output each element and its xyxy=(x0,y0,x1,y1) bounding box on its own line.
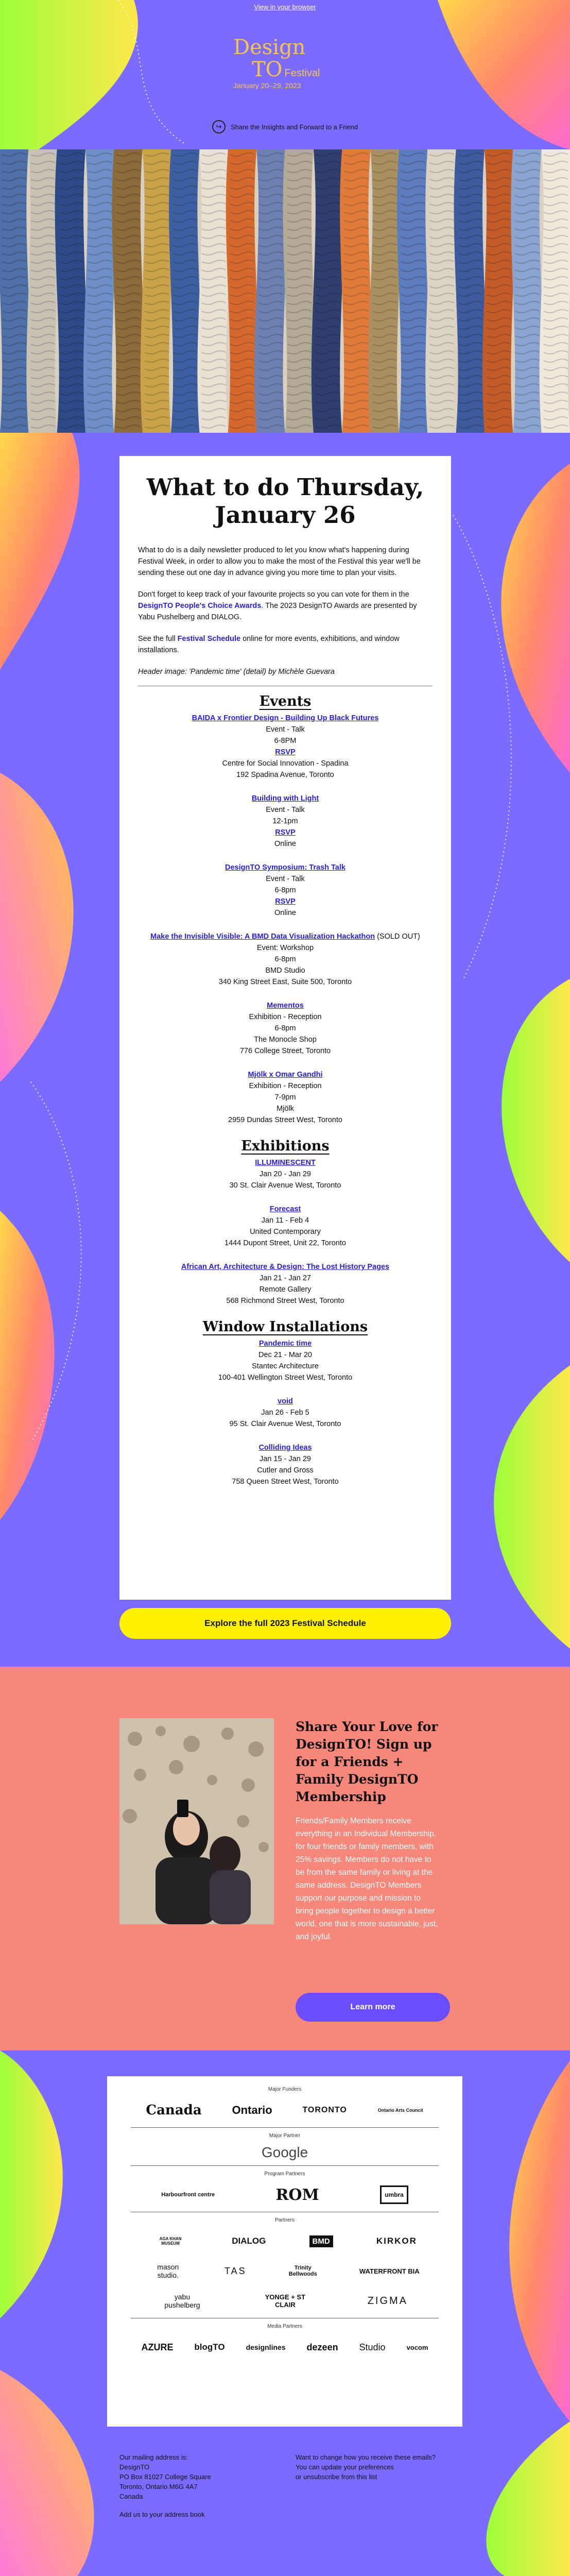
event-item-title-link[interactable]: Mjölk x Omar Gandhi xyxy=(248,1071,323,1079)
unsubscribe-pre-text: or xyxy=(296,2473,304,2481)
program-partners-label: Program Partners xyxy=(264,2171,305,2177)
window-item-detail: Jan 26 - Feb 5 xyxy=(261,1409,309,1417)
sponsor-logo[interactable]: mason studio. xyxy=(157,2263,179,2279)
festival-schedule-link[interactable]: Festival Schedule xyxy=(177,635,241,643)
hero-strand xyxy=(340,149,372,433)
header-image-pandemic-time xyxy=(0,149,570,433)
hero-strand xyxy=(540,149,570,433)
exhibition-item-detail: 30 St. Clair Avenue West, Toronto xyxy=(229,1181,341,1190)
learn-more-button[interactable]: Learn more xyxy=(296,1993,450,2022)
major-partner-label: Major Partner xyxy=(269,2133,301,2139)
rsvp-link[interactable]: RSVP xyxy=(275,828,296,837)
footer-address xyxy=(119,2452,264,2519)
exhibition-item-detail: Jan 11 - Feb 4 xyxy=(261,1216,309,1225)
event-item-detail: 340 King Street East, Suite 500, Toronto xyxy=(218,978,352,986)
sponsors-panel xyxy=(107,2076,462,2427)
windows-list xyxy=(138,1338,433,1487)
sponsor-logo[interactable]: ROM xyxy=(275,2185,319,2204)
hero-strand xyxy=(112,149,144,433)
sponsor-logo[interactable]: Studio xyxy=(359,2342,386,2352)
window-item-title-link[interactable]: void xyxy=(278,1397,293,1405)
rsvp-link[interactable]: RSVP xyxy=(275,897,296,906)
event-item-title-link[interactable]: Mementos xyxy=(267,1002,304,1010)
sponsor-logo[interactable]: designlines xyxy=(246,2343,286,2351)
mailing-label: Our mailing address is: xyxy=(119,2453,188,2461)
sponsor-logo[interactable]: blogTO xyxy=(194,2342,225,2352)
sponsor-logo[interactable]: Ontario xyxy=(232,2104,272,2116)
window-item-detail: Jan 15 - Jan 29 xyxy=(260,1455,311,1463)
page-title: What to do Thursday, January 26 xyxy=(146,473,424,529)
window-item xyxy=(138,1442,433,1487)
media-partners-label: Media Partners xyxy=(267,2324,302,2329)
divider xyxy=(131,2127,439,2128)
hero-strand xyxy=(26,149,59,433)
sponsor-logo[interactable]: Harbourfront centre xyxy=(161,2192,215,2198)
divider xyxy=(131,2165,439,2166)
logo-dates: January 20–29, 2023 xyxy=(233,81,301,90)
event-item-detail: Mjölk xyxy=(277,1105,294,1113)
window-item-detail: 95 St. Clair Avenue West, Toronto xyxy=(229,1420,341,1428)
vote-text-pre: Don't forget to keep track of your favourite projects so you can vote for them in the xyxy=(138,590,409,599)
hero-strand xyxy=(254,149,287,433)
hero-strand xyxy=(482,149,515,433)
vote-text-post: . The 2023 DesignTO Awards are presented by Yabu Pushelberg and DIALOG. xyxy=(138,602,417,621)
header-image-credit: Header image: 'Pandemic time' (detail) by Michèle Guevara xyxy=(138,668,335,676)
media-partners-row xyxy=(131,2332,439,2362)
change-emails-text: Want to change how you receive these emails? xyxy=(296,2453,436,2461)
major-partner-row xyxy=(131,2142,439,2163)
hero-strand xyxy=(283,149,315,433)
window-item-detail: Stantec Architecture xyxy=(252,1362,319,1370)
sponsor-logo[interactable]: Google xyxy=(261,2144,308,2160)
event-item-title-link[interactable]: DesignTO Symposium: Trash Talk xyxy=(225,863,346,872)
sponsor-logo[interactable]: Ontario Arts Council xyxy=(377,2108,423,2113)
major-funders-row xyxy=(131,2095,439,2125)
sponsor-logo[interactable]: umbra xyxy=(380,2185,408,2204)
footer-preferences xyxy=(296,2452,450,2482)
window-item-title-link[interactable]: Colliding Ideas xyxy=(258,1444,312,1452)
window-item xyxy=(138,1338,433,1383)
sponsor-logo[interactable]: BMD xyxy=(309,2235,333,2247)
hero-strand xyxy=(0,149,30,433)
address-line: Canada xyxy=(119,2493,143,2500)
event-item-detail: 6-8PM xyxy=(274,737,297,745)
hero-strand xyxy=(83,149,116,433)
membership-photo xyxy=(119,1718,274,1924)
major-funders-label: Major Funders xyxy=(268,2087,302,2092)
window-item-detail: 100-401 Wellington Street West, Toronto xyxy=(218,1374,353,1382)
exhibition-item-title-link[interactable]: African Art, Architecture & Design: The Lost History Pages xyxy=(181,1263,390,1271)
exhibition-item-title-link[interactable]: Forecast xyxy=(269,1205,301,1213)
share-text: Share the Insights and Forward to a Friend xyxy=(231,123,358,131)
share-icon: ↪ xyxy=(212,120,226,133)
window-installations-heading: Window Installations xyxy=(202,1319,368,1335)
view-in-browser-link[interactable]: View in your browser xyxy=(254,3,316,11)
sponsor-logo[interactable]: AGA KHAN MUSEUM xyxy=(159,2236,182,2246)
event-item-detail: The Monocle Shop xyxy=(254,1036,317,1044)
update-preferences-link[interactable]: update your preferences xyxy=(321,2463,394,2471)
schedule-text-post: online for more events, exhibitions, and window installations. xyxy=(138,635,400,654)
sponsor-logo[interactable]: KIRKOR xyxy=(376,2236,417,2246)
hero-strand xyxy=(197,149,230,433)
event-item-detail: Exhibition - Reception xyxy=(249,1082,322,1090)
event-item-detail: Online xyxy=(274,909,296,917)
event-item xyxy=(138,1000,433,1057)
exhibition-item-detail: United Contemporary xyxy=(250,1228,321,1236)
hero-strand xyxy=(511,149,543,433)
hero-strand xyxy=(425,149,458,433)
membership-title: Share Your Love for DesignTO! Sign up for a Friends + Family DesignTO Membership xyxy=(296,1719,438,1804)
event-item-detail: Event - Talk xyxy=(266,875,305,883)
hero-strand xyxy=(141,149,173,433)
event-item xyxy=(138,713,433,781)
exhibitions-heading: Exhibitions xyxy=(241,1138,330,1154)
sponsor-logo[interactable]: Canada xyxy=(146,2103,202,2118)
designto-festival-logo[interactable] xyxy=(233,36,336,93)
event-item-detail: 192 Spadina Avenue, Toronto xyxy=(236,771,334,779)
event-item-title-line xyxy=(138,931,433,942)
update-pre-text: You can xyxy=(296,2463,322,2471)
event-item-title-link[interactable]: BAIDA x Frontier Design - Building Up Black Futures xyxy=(192,714,379,722)
event-item-detail: Centre for Social Innovation - Spadina xyxy=(222,759,349,768)
sponsor-logo[interactable]: DIALOG xyxy=(232,2236,266,2246)
unsubscribe-link[interactable]: unsubscribe from this list xyxy=(303,2473,377,2481)
window-item-detail: Cutler and Gross xyxy=(257,1466,314,1475)
window-item-title-link[interactable]: Pandemic time xyxy=(258,1340,312,1348)
event-item-detail: 6-8pm xyxy=(274,1024,296,1032)
partners-row-2 xyxy=(131,2256,439,2286)
exhibition-item xyxy=(138,1204,433,1249)
event-item-detail: Online xyxy=(274,840,296,848)
explore-schedule-button[interactable]: Explore the full 2023 Festival Schedule xyxy=(119,1608,451,1639)
event-item-status: (SOLD OUT) xyxy=(375,933,420,941)
schedule-text-pre: See the full xyxy=(138,635,178,643)
exhibitions-list xyxy=(138,1157,433,1307)
event-item-detail: 6-8pm xyxy=(274,886,296,894)
event-item xyxy=(138,1069,433,1126)
intro-paragraph: What to do is a daily newsletter produced to let you know what's happening during Festival Week, in order to allow you to make the most of the Festival this year we'll be sending these out one day in advance giving you more time to plan your visits. xyxy=(138,546,421,577)
exhibition-item xyxy=(138,1157,433,1191)
exhibition-item-detail: 1444 Dupont Street, Unit 22, Toronto xyxy=(224,1239,346,1247)
membership-section xyxy=(0,1667,570,2050)
events-heading: Events xyxy=(259,693,312,709)
schedule-paragraph xyxy=(138,633,433,656)
logo-line-3: Festival xyxy=(284,67,320,79)
sponsor-logo[interactable]: dezeen xyxy=(306,2342,338,2352)
exhibition-item-detail: 568 Richmond Street West, Toronto xyxy=(226,1297,344,1305)
hero-strand xyxy=(226,149,258,433)
address-line: DesignTO xyxy=(119,2463,150,2471)
sponsor-logo[interactable]: Trinity Bellwoods xyxy=(288,2265,317,2277)
event-item xyxy=(138,793,433,850)
address-line: Toronto, Ontario M6G 4A7 xyxy=(119,2483,198,2490)
vote-paragraph xyxy=(138,589,433,623)
program-partners-row xyxy=(131,2180,439,2210)
window-item-detail: 758 Queen Street West, Toronto xyxy=(232,1478,339,1486)
exhibition-item-detail: Jan 20 - Jan 29 xyxy=(260,1170,311,1178)
membership-body: Friends/Family Members receive everything in an Individual Membership, for four friends or family members, with 25% savings. Members do not have to be from the same family or living at the same address. DesignTO Members support our purpose and mission to bring people together to design a better world, one that is more sustainable, just, and joyful. xyxy=(296,1817,438,1941)
sponsor-logo[interactable]: AZURE xyxy=(141,2342,174,2352)
partners-row-3 xyxy=(131,2286,439,2316)
window-item xyxy=(138,1396,433,1430)
event-item-detail: 6-8pm xyxy=(274,955,296,963)
hero-strand xyxy=(454,149,487,433)
hero-strand xyxy=(397,149,429,433)
hero-strand xyxy=(369,149,401,433)
event-item xyxy=(138,931,433,988)
peoples-choice-link[interactable]: DesignTO People's Choice Awards xyxy=(138,602,262,610)
exhibition-item-title-link[interactable]: ILLUMINESCENT xyxy=(255,1159,316,1167)
membership-photo-art xyxy=(119,1718,274,1924)
logo-line-1: Design xyxy=(233,36,306,59)
logo-line-2: TO xyxy=(252,58,283,81)
partners-label: Partners xyxy=(275,2217,295,2223)
sponsor-logo[interactable]: yabu pushelberg xyxy=(164,2293,200,2309)
event-item-detail: BMD Studio xyxy=(265,967,305,975)
main-content-card xyxy=(119,456,451,1600)
event-item-detail: 12-1pm xyxy=(272,817,298,825)
window-item-detail: Dec 21 - Mar 20 xyxy=(258,1351,312,1359)
hero-strand xyxy=(55,149,88,433)
sponsor-logo[interactable]: TORONTO xyxy=(302,2106,347,2114)
exhibition-item-detail: Remote Gallery xyxy=(259,1285,312,1294)
sponsor-logo[interactable]: TAS xyxy=(224,2265,247,2276)
partners-row-1 xyxy=(131,2226,439,2256)
event-item-detail: Event: Workshop xyxy=(256,944,314,952)
exhibition-item-detail: Jan 21 - Jan 27 xyxy=(260,1274,311,1282)
hero-strand xyxy=(312,149,344,433)
sponsor-logo[interactable]: vocom xyxy=(406,2343,428,2351)
event-item xyxy=(138,862,433,919)
address-line: PO Box 81027 College Square xyxy=(119,2473,211,2481)
event-item-title-link[interactable]: Make the Invisible Visible: A BMD Data Visualization Hackathon xyxy=(150,933,375,941)
sponsor-logo[interactable]: YONGE + ST CLAIR xyxy=(265,2293,305,2309)
event-item-detail: Event - Talk xyxy=(266,725,305,734)
event-item-title-link[interactable]: Building with Light xyxy=(251,794,319,803)
events-list xyxy=(138,713,433,1126)
sponsor-logo[interactable]: ZIGMA xyxy=(367,2295,408,2307)
event-item-detail: 7-9pm xyxy=(274,1093,296,1101)
hero-strand xyxy=(169,149,201,433)
event-item-detail: 776 College Street, Toronto xyxy=(239,1047,331,1055)
share-forward-link[interactable] xyxy=(212,120,367,134)
rsvp-link[interactable]: RSVP xyxy=(275,748,296,756)
hero-image-art xyxy=(0,149,570,433)
event-item-detail: 2959 Dundas Street West, Toronto xyxy=(228,1116,342,1124)
sponsor-logo[interactable]: WATERFRONT BIA xyxy=(359,2267,420,2275)
event-item-detail: Exhibition - Reception xyxy=(249,1013,322,1021)
event-item-detail: Event - Talk xyxy=(266,806,305,814)
exhibition-item xyxy=(138,1261,433,1307)
add-to-address-book-link[interactable]: Add us to your address book xyxy=(119,2511,205,2518)
